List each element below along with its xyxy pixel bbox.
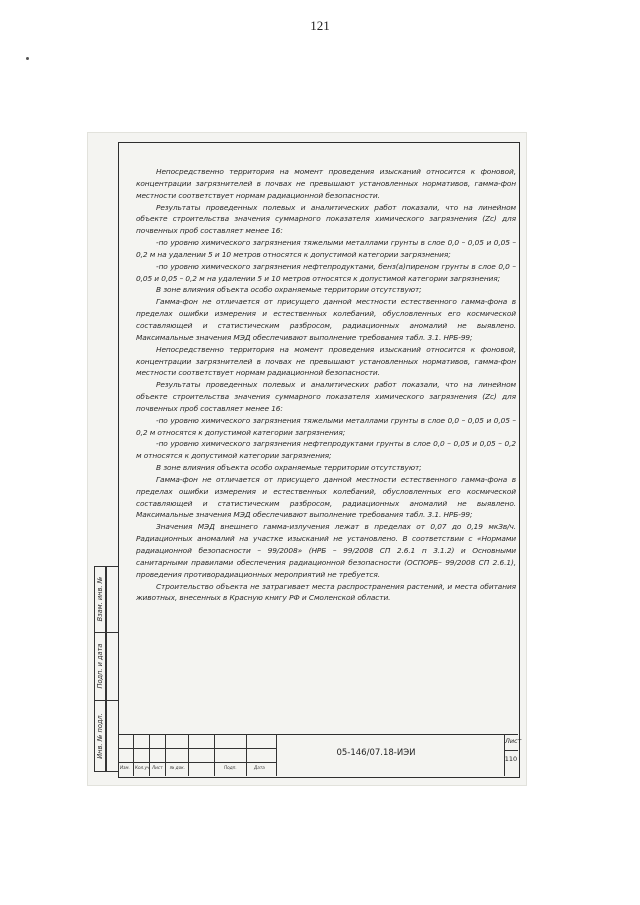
side-label-signature-date: Подп. и дата (96, 643, 104, 689)
column-header-doc-number: № док. (170, 765, 186, 770)
paragraph: Непосредственно территория на момент проведения изысканий относится к фоновой, концентрации загрязнителей в почвах не превышают установленных нормативов, гамма-фон местности соответствует нормам радиационной безопасности. (136, 167, 516, 200)
paragraph: Строительство объекта не затрагивает места распространения растений, и места обитания животных, внесенных в Красную книгу РФ и Смоленской области. (136, 581, 516, 603)
title-block-column-line (276, 734, 277, 776)
sheet-number: 110 (504, 755, 518, 763)
paragraph: Значения МЭД внешнего гамма-излучения лежат в пределах от 0,07 до 0,19 мкЗв/ч. Радиационных аномалий на участке изысканий не установлено. В соответствии с «Нормами радиационной безопасности – 99/2008» (НРБ – 99/2008 СП 2.6.1 п 3.1.2) и Основными санитарными правилами обеспечения радиационной безопасности (ОСПОРБ– 99/2008 СП 2.6.1), проведения противорадиационных мероприятий не требуется. (136, 522, 516, 579)
title-block-column-line (133, 734, 134, 776)
side-stamp-values (106, 566, 118, 772)
column-header-count: Кол.уч (135, 765, 150, 770)
paragraph: Результаты проведенных полевых и аналитических работ показали, что на линейном объекте строительства значения суммарного показателя химического загрязнения (Zc) для почвенных проб составляет менее 16: (136, 202, 516, 236)
column-header-date: Дата (254, 765, 265, 770)
sheet-cell-rule (504, 750, 518, 751)
paragraph: В зоне влияния объекта особо охраняемые территории отсутствуют; (156, 463, 422, 473)
title-block-column-line (214, 734, 215, 776)
paragraph: -по уровню химического загрязнения тяжелыми металлами грунты в слое 0,0 – 0,05 и 0,05 – 0,2 м относятся к допустимой категории загрязнения; (136, 415, 516, 437)
sheet-label: Лист (505, 737, 522, 745)
paragraph: -по уровню химического загрязнения тяжелыми металлами грунты в слое 0,0 – 0,05 и 0,05 – 0,2 м на удалении 5 и 10 метров относятся к допустимой категории загрязнения; (136, 238, 516, 259)
side-label-replacement-inv: Взам. инв. № (96, 576, 104, 622)
paragraph: Результаты проведенных полевых и аналитических работ показали, что на линейном объекте строительства значения суммарного показателя химического загрязнения (Zc) для почвенных проб составляет менее 16: (136, 380, 516, 413)
document-code: 05-146/07.18-ИЭИ (336, 748, 416, 758)
column-header-sheet: Лист (152, 765, 163, 770)
title-block-rule (118, 762, 276, 763)
paragraph: -по уровню химического загрязнения нефтепродуктами грунты в слое 0,0 – 0,05 и 0,05 – 0,2 м относятся к допустимой категории загрязнения; (136, 439, 516, 461)
scan-speck (26, 57, 29, 60)
title-block-rule (118, 748, 276, 749)
title-block-column-line (246, 734, 247, 776)
paragraph: Гамма-фон не отличается от присущего данной местности естественного гамма-фона в пределах ошибки измерения и естественных колебаний, обусловленных его космической составляющей и статистическим разбросом, радиационных аномалий не выявлено. Максимальные значения МЭД обеспечивают выполнение требования табл. 3.1. НРБ-99; (136, 474, 516, 520)
column-header-change: Изм. (120, 765, 130, 770)
column-header-signature: Подп. (224, 765, 237, 770)
side-label-original-inv: Инв. № подл. (96, 713, 104, 759)
paragraph: -по уровню химического загрязнения нефтепродуктами, бенз(а)пиреном грунты в слое 0,0 – 0,05 и 0,05 – 0,2 м на удалении 5 и 10 метров относятся к допустимой категории загрязнения; (136, 261, 516, 283)
page-number: 121 (310, 18, 330, 33)
paragraph: Гамма-фон не отличается от присущего данной местности естественного гамма-фона в пределах ошибки измерения и естественных колебаний, обусловленных его космической составляющей и статистическим разбросом, радиационных аномалий не выявлено. Максимальные значения МЭД обеспечивают выполнение требования табл. 3.1. НРБ-99; (136, 297, 516, 342)
paragraph: В зоне влияния объекта особо охраняемые территории отсутствуют; (156, 285, 422, 295)
paragraph: Непосредственно территория на момент проведения изысканий относится к фоновой, концентрации загрязнителей в почвах не превышают установленных нормативов, гамма-фон местности соответствует нормам радиационной безопасности. (136, 344, 516, 378)
document-body (136, 166, 516, 604)
title-block-column-line (188, 734, 189, 776)
title-block-column-line (165, 734, 166, 776)
